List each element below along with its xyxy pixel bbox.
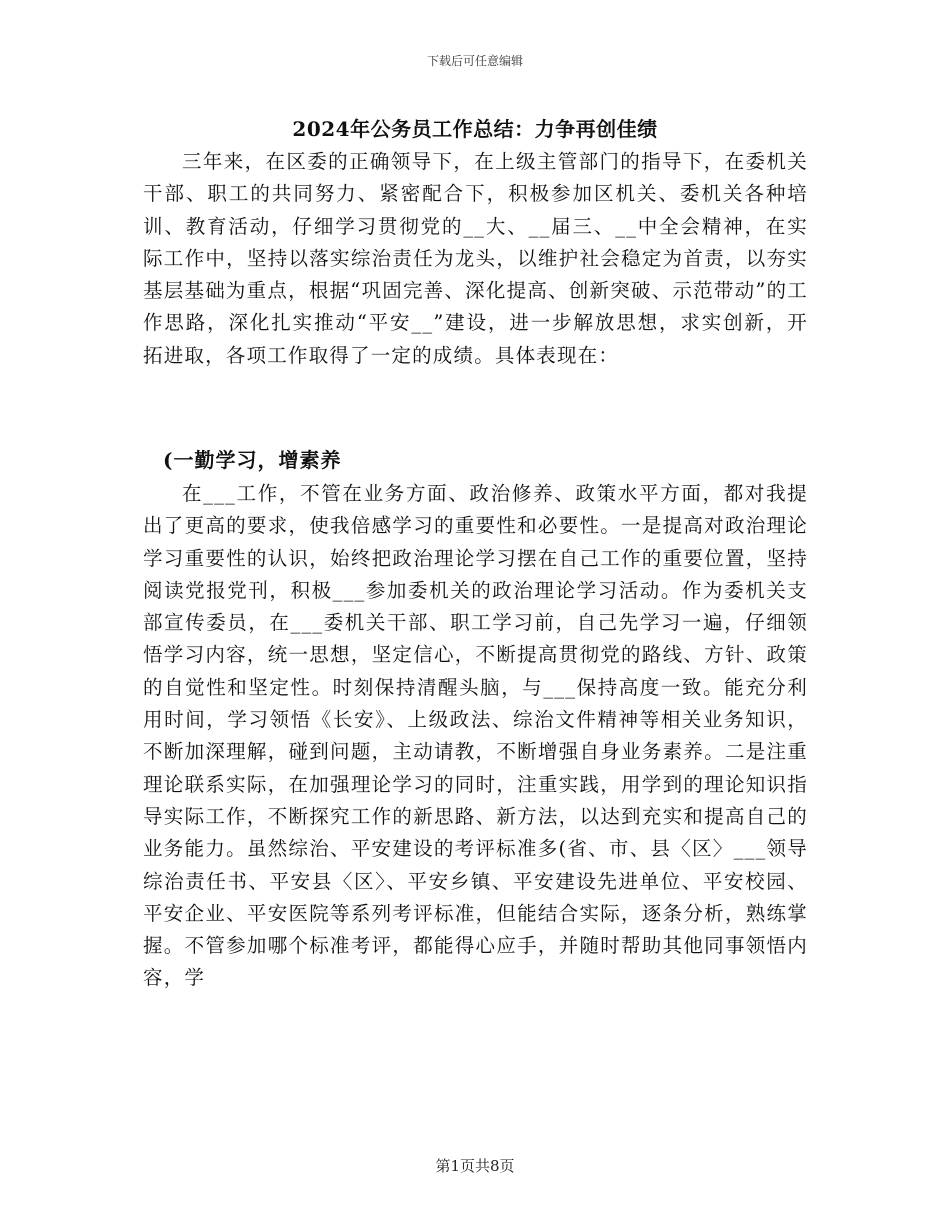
body-paragraph-intro: 三年来，在区委的正确领导下，在上级主管部门的指导下，在委机关干部、职工的共同努力、紧密配合下，积极参加区机关、委机关各种培训、教育活动，仔细学习贯彻党的__大、__届三、__中全会精神，在实际工作中，坚持以落实综治责任为龙头，以维护社会稳定为首责，以夯实基层基础为重点，根据“巩固完善、深化提高、创新突破、示范带动”的工作思路，深化扎实推动“平安__”建设，进一步解放思想，求实创新，开拓进取，各项工作取得了一定的成绩。具体表现在： (143, 150, 808, 367)
document-title: 2024年公务员工作总结：力争再创佳绩 (292, 117, 658, 141)
page-header-note: 下载后可任意编辑 (426, 54, 523, 68)
page-number-footer: 第1页共8页 (435, 1157, 515, 1175)
section-heading: (一勤学习，增素养 (163, 448, 342, 472)
body-paragraph-study: 在___工作，不管在业务方面、政治修养、政策水平方面，都对我提出了更高的要求，使我倍感学习的重要性和必要性。一是提高对政治理论学习重要性的认识，始终把政治理论学习摆在自己工作的重要位置，坚持阅读党报党刊，积极___参加委机关的政治理论学习活动。作为委机关支部宣传委员，在___委机关干部、职工学习前，自己先学习一遍，仔细领悟学习内容，统一思想，坚定信心，不断提高贯彻党的路线、方针、政策的自觉性和坚定性。时刻保持清醒头脑，与___保持高度一致。能充分利用时间，学习领悟《长安》、上级政法、综治文件精神等相关业务知识，不断加深理解，碰到问题，主动请教，不断增强自身业务素养。二是注重理论联系实际，在加强理论学习的同时，注重实践，用学到的理论知识指导实际工作，不断探究工作的新思路、新方法，以达到充实和提高自己的业务能力。虽然综治、平安建设的考评标准多(省、市、县〈区〉___领导综治责任书、平安县〈区〉、平安乡镇、平安建设先进单位、平安校园、平安企业、平安医院等系列考评标准，但能结合实际，逐条分析，熟练掌握。不管参加哪个标准考评，都能得心应手，并随时帮助其他同事领悟内容，学 (143, 482, 808, 990)
